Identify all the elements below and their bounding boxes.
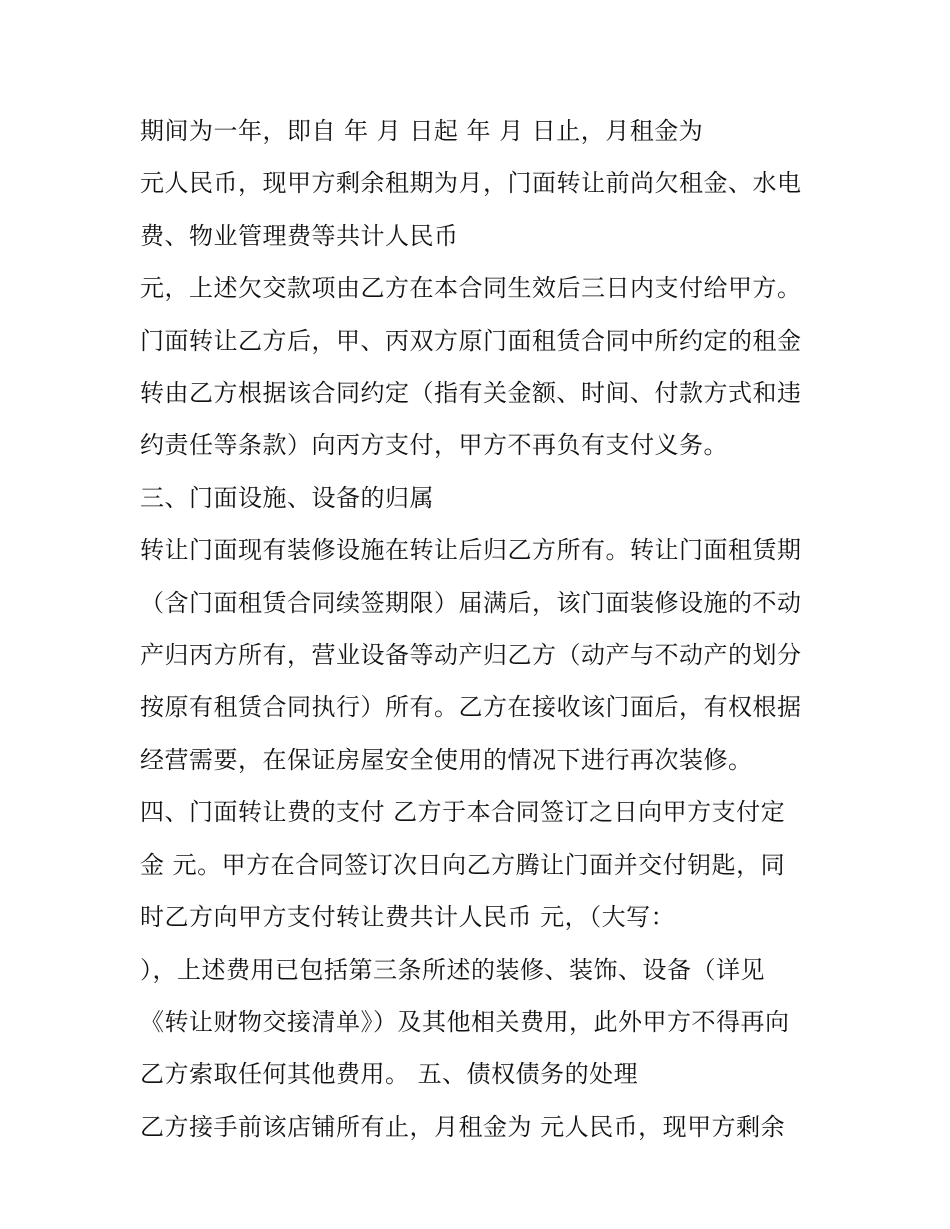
- text-line: 约责任等条款）向丙方支付，甲方不再负有支付义务。: [140, 431, 728, 460]
- text-line: 经营需要，在保证房屋安全使用的情况下进行再次装修。: [140, 745, 753, 774]
- text-line: 乙方接手前该店铺所有止，月租金为 元人民币，现甲方剩余: [140, 1112, 786, 1141]
- section-heading-4: 四、门面转让费的支付 乙方于本合同签订之日向甲方支付定: [140, 798, 786, 827]
- text-line: 转由乙方根据该合同约定（指有关金额、时间、付款方式和违: [140, 379, 802, 408]
- section-heading-3: 三、门面设施、设备的归属: [140, 483, 434, 512]
- text-line: ），上述费用已包括第三条所述的装修、装饰、设备（详见: [140, 955, 765, 984]
- text-line: 期间为一年，即自 年 月 日起 年 月 日止，月租金为: [140, 117, 704, 145]
- text-line: 门面转让乙方后，甲、丙双方原门面租赁合同中所约定的租金: [140, 326, 802, 355]
- contract-body-text: [140, 105, 830, 1153]
- text-line: 《转让财物交接清单》）及其他相关费用，此外甲方不得再向: [140, 1007, 790, 1036]
- section-heading-5: 乙方索取任何其他费用。 五、债权债务的处理: [140, 1060, 639, 1089]
- text-line: 时乙方向甲方支付转让费共计人民币 元，（大写：: [140, 903, 676, 932]
- text-line: （含门面租赁合同续签期限）届满后，该门面装修设施的不动: [140, 588, 802, 617]
- text-line: 金 元。甲方在合同签订次日向乙方腾让门面并交付钥匙，同: [140, 850, 786, 879]
- text-line: 元人民币，现甲方剩余租期为月，门面转让前尚欠租金、水电: [140, 169, 802, 198]
- text-line: 费、物业管理费等共计人民币: [140, 221, 459, 250]
- text-line: 元，上述欠交款项由乙方在本合同生效后三日内支付给甲方。: [140, 274, 802, 303]
- text-line: 按原有租赁合同执行）所有。乙方在接收该门面后，有权根据: [140, 693, 802, 722]
- text-line: 转让门面现有装修设施在转让后归乙方所有。转让门面租赁期: [140, 536, 802, 565]
- text-line: 产归丙方所有，营业设备等动产归乙方（动产与不动产的划分: [140, 641, 802, 670]
